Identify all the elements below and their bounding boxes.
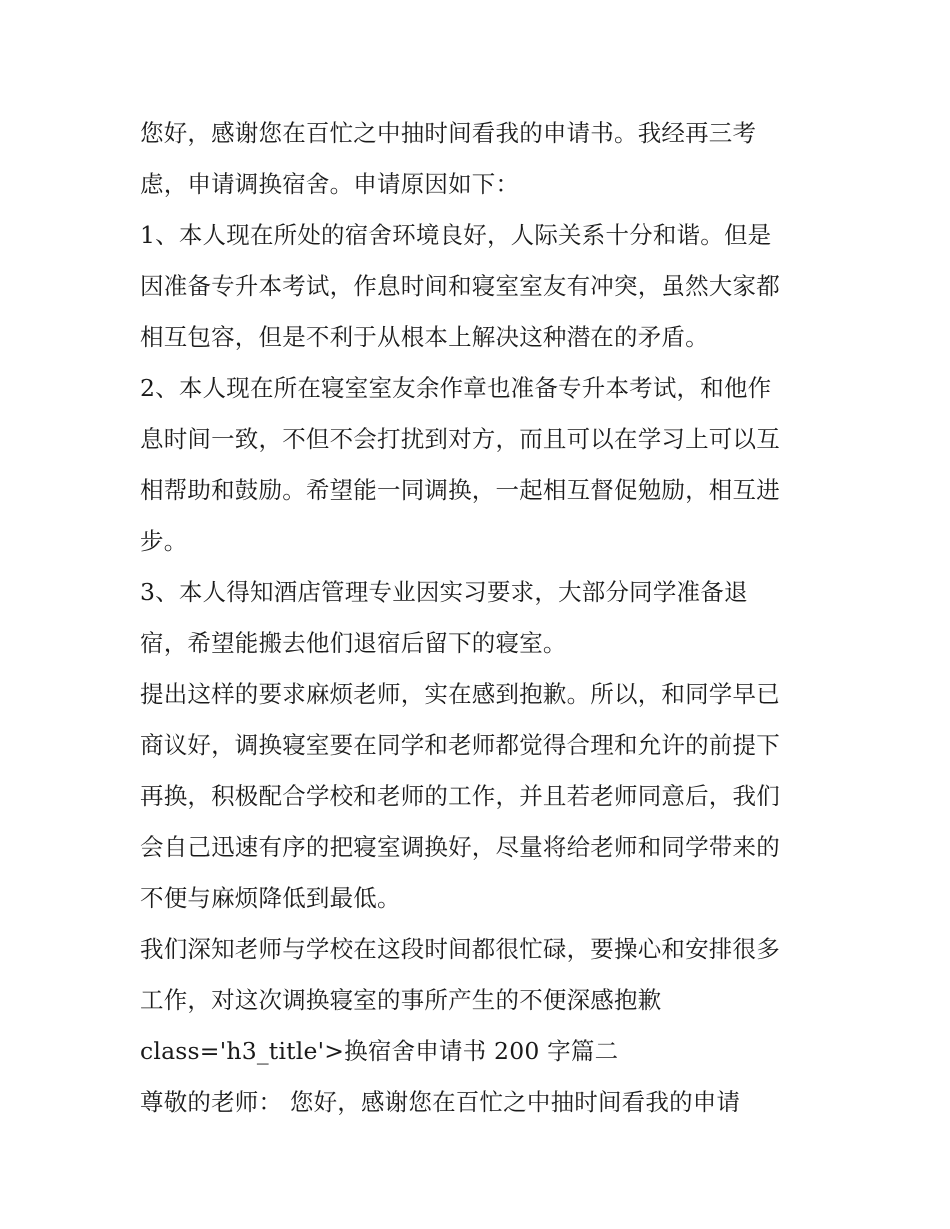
text-line: 宿，希望能搬去他们退宿后留下的寝室。 [140, 629, 567, 657]
text-line: 会自己迅速有序的把寝室调换好，尽量将给老师和同学带来的 [140, 833, 780, 861]
text-line: 尊敬的老师： 您好，感谢您在百忙之中抽时间看我的申请 [140, 1088, 741, 1116]
document-body [140, 108, 820, 1128]
text-line: 不便与麻烦降低到最低。 [140, 884, 401, 912]
section-heading-line: class='h3_title'>换宿舍申请书 200 字篇二 [140, 1037, 619, 1065]
text-line: 再换，积极配合学校和老师的工作，并且若老师同意后，我们 [140, 782, 780, 810]
text-line: 提出这样的要求麻烦老师，实在感到抱歉。所以，和同学早已 [140, 680, 780, 708]
text-line: 您好，感谢您在百忙之中抽时间看我的申请书。我经再三考 [140, 119, 757, 147]
text-line: 我们深知老师与学校在这段时间都很忙碌，要操心和安排很多 [140, 935, 780, 963]
text-line: 工作，对这次调换寝室的事所产生的不便深感抱歉 [140, 986, 662, 1014]
text-line: 息时间一致，不但不会打扰到对方，而且可以在学习上可以互 [140, 425, 780, 453]
text-line: 2、本人现在所在寝室室友余作章也准备专升本考试，和他作 [140, 374, 772, 402]
text-line: 虑，申请调换宿舍。申请原因如下： [140, 170, 520, 198]
text-line: 相互包容，但是不利于从根本上解决这种潜在的矛盾。 [140, 323, 709, 351]
text-line: 相帮助和鼓励。希望能一同调换，一起相互督促勉励，相互进 [140, 476, 780, 504]
text-line: 步。 [140, 527, 188, 555]
text-line: 因准备专升本考试，作息时间和寝室室友有冲突，虽然大家都 [140, 272, 780, 300]
text-line: 1、本人现在所处的宿舍环境良好，人际关系十分和谐。但是 [140, 221, 772, 249]
text-line: 3、本人得知酒店管理专业因实习要求，大部分同学准备退 [140, 578, 748, 606]
text-line: 商议好，调换寝室要在同学和老师都觉得合理和允许的前提下 [140, 731, 780, 759]
